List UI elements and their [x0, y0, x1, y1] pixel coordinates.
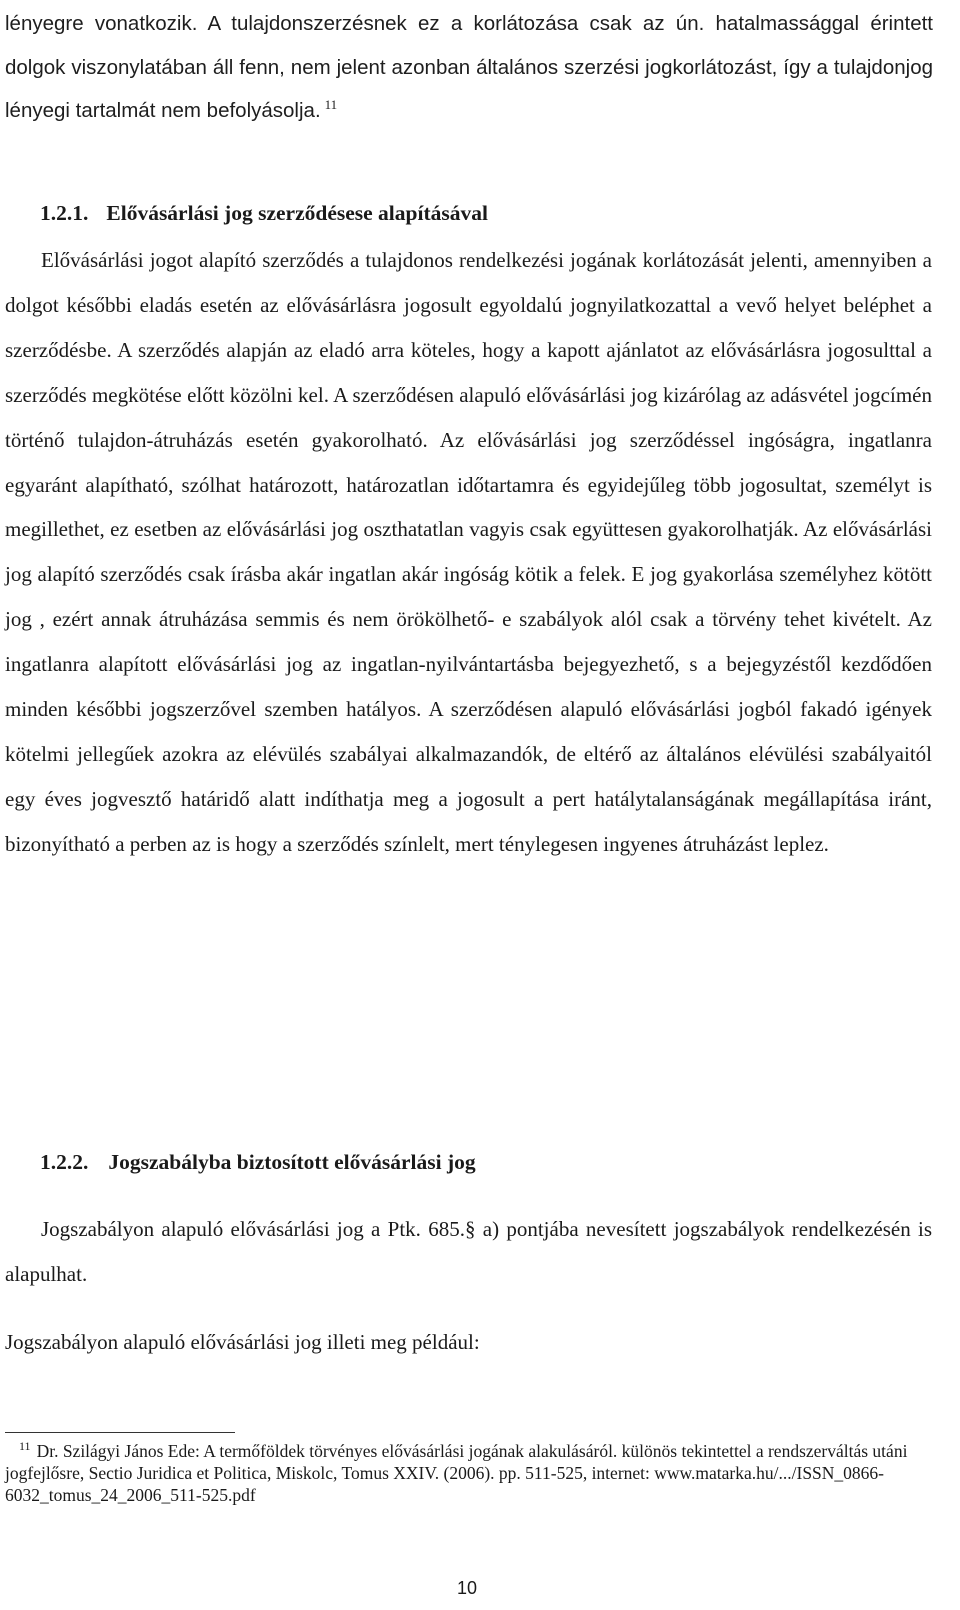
section-title: Elővásárlási jog szerződésese alapításával	[106, 201, 488, 225]
page-number: 10	[456, 1578, 478, 1598]
footnote-text: Dr. Szilágyi János Ede: A termőföldek törvényes elővásárlási jogának alakulásáról. különös tekintettel a rendszerváltás utáni jogfejlősre, Sectio Juridica et Politica, Miskolc, Tomus XXIV. (2006). pp. 511-525, internet: www.matarka.hu/.../ISSN_0866-6032_tomus_24_2006_511-525.pdf	[5, 1441, 908, 1505]
section-title: Jogszabályba biztosított elővásárlási jog	[108, 1150, 476, 1174]
intro-text: lényegre vonatkozik. A tulajdonszerzésnek ez a korlátozása csak az ún. hatalmassággal érintett dolgok viszonylatában áll fenn, nem jelent azonban általános szerzési jogkorlátozást, így a tulajdonjog lényegi tartalmát nem befolyásolja.	[5, 12, 933, 122]
section-1-2-1-paragraph: Elővásárlási jogot alapító szerződés a tulajdonos rendelkezési jogának korlátozását jelenti, amennyiben a dolgot későbbi eladás esetén az elővásárlásra jogosult egyoldalú jognyilatkozattal a vevő helyet beléphet a szerződésbe. A szerződés alapján az eladó arra köteles, hogy a kapott ajánlatot az elővásárlásra jogosulttal a szerződés megkötése előtt közölni kel. A szerződésen alapuló elővásárlási jog kizárólag az adásvétel jogcímén történő tulajdon-átruházás esetén gyakorolható. Az elővásárlási jog szerződéssel ingóságra, ingatlanra egyaránt alapítható, szólhat határozott, határozatlan időtartamra és egyidejűleg több jogosultat, személyt is megillethet, ez esetben az elővásárlási jog oszthatatlan vagyis csak együttesen gyakorolhatják. Az elővásárlási jog alapító szerződés csak írásba akár ingatlan akár ingóság kötik a felek. E jog gyakorlása személyhez kötött jog , ezért annak átruházása semmis és nem örökölhető- e szabályok alól csak a törvény tehet kivételt. Az ingatlanra alapított elővásárlási jog az ingatlan-nyilvántartásba bejegyezhető, s a bejegyzéstől kezdődően minden későbbi jogszerzővel szemben hatályos. A szerződésen alapuló elővásárlási jogból fakadó igények kötelmi jellegűek azokra az elévülés szabályai alkalmazandók, de eltérő az általános elévülési szabályaitól egy éves jogvesztő határidő alatt indíthatja meg a jogosult a pert hatálytalanságának megállapítása iránt, bizonyítható a perben az is hogy a szerződés színlelt, mert ténylegesen ingyenes átruházást leplez.	[5, 248, 932, 856]
section-heading-1-2-2	[40, 1150, 476, 1175]
section-1-2-2-paragraph: Jogszabályon alapuló elővásárlási jog a Ptk. 685.§ a) pontjába nevesített jogszabályok rendelkezésén is alapulhat.	[5, 1217, 932, 1286]
section-number: 1.2.1.	[40, 201, 89, 225]
example-intro-line: Jogszabályon alapuló elővásárlási jog illeti meg például:	[5, 1330, 480, 1354]
footnote-mark: 11	[19, 1439, 31, 1454]
footnote-divider	[5, 1432, 235, 1433]
intro-paragraph	[5, 2, 933, 133]
section-number: 1.2.2.	[40, 1150, 89, 1174]
section-heading-1-2-1	[40, 201, 488, 226]
footnote-reference[interactable]: 11	[324, 97, 338, 113]
footnote	[5, 1440, 925, 1506]
